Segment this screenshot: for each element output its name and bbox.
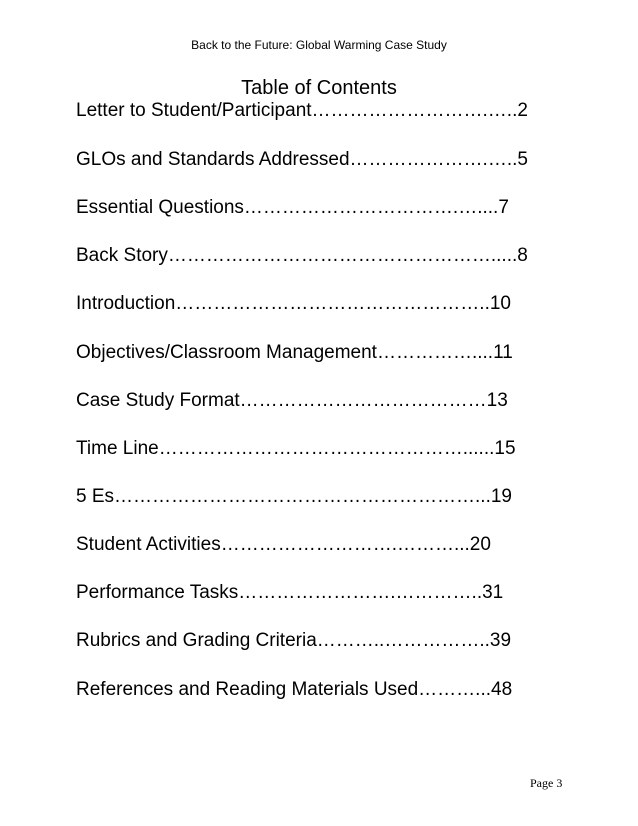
- toc-entry-case-study-format: Case Study Format…………………………………13: [76, 390, 508, 411]
- toc-entry-letter: Letter to Student/Participant……………………….…..2: [76, 100, 528, 121]
- toc-entry-rubrics: Rubrics and Grading Criteria………..……………..39: [76, 630, 512, 651]
- toc-entry-references: References and Reading Materials Used………...48: [76, 679, 513, 700]
- page-number: Page 3: [530, 776, 563, 790]
- toc-entry-performance-tasks: Performance Tasks…………………….…………..31: [76, 582, 504, 603]
- toc-entry-back-story: Back Story…………………………………………….....8: [76, 245, 528, 266]
- toc-title: Table of Contents: [241, 77, 397, 99]
- toc-entry-objectives: Objectives/Classroom Management……………....11: [76, 342, 513, 363]
- toc-entry-time-line: Time Line…………………………………………......15: [76, 438, 516, 459]
- toc-entry-student-activities: Student Activities……………………….………...20: [76, 534, 491, 555]
- toc-entry-introduction: Introduction…………………………………………..10: [76, 293, 511, 314]
- running-header: Back to the Future: Global Warming Case Study: [191, 38, 447, 52]
- toc-entry-glos: GLOs and Standards Addressed………………….…..5: [76, 149, 528, 170]
- toc-entry-5-es: 5 Es…………………………………………………...19: [76, 486, 512, 507]
- toc-entry-essential-questions: Essential Questions…………………………….…....7: [76, 197, 509, 218]
